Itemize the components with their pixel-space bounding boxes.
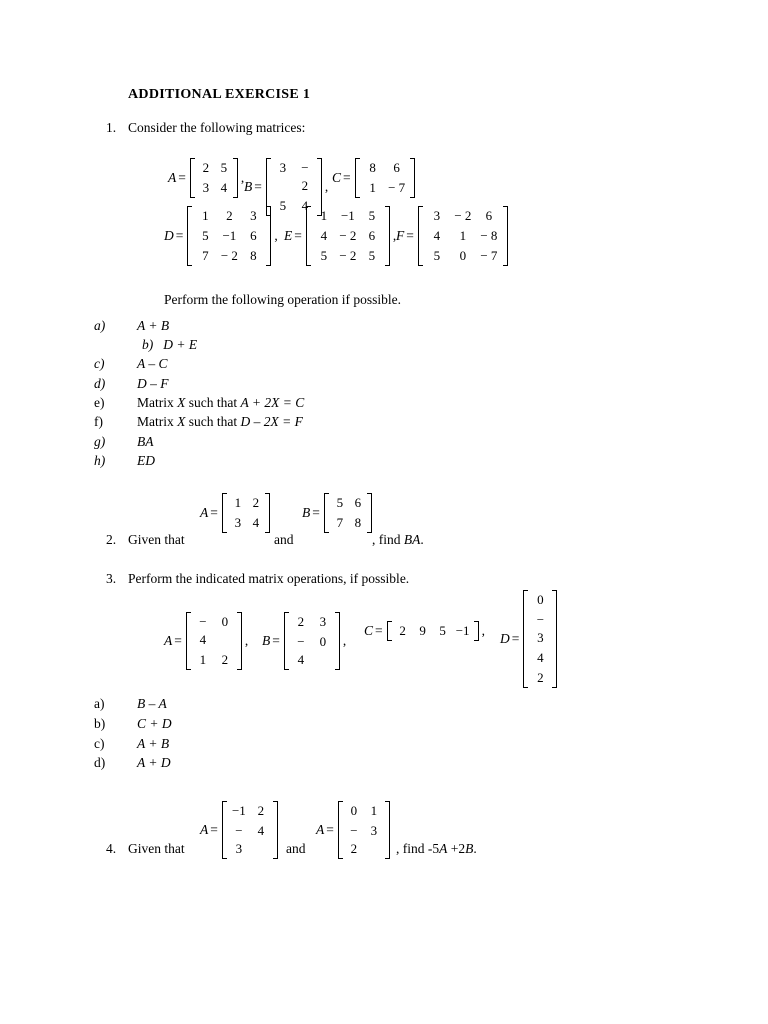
matrix-name: A: [168, 170, 177, 185]
separator: ,: [392, 228, 397, 243]
q1-item: [142, 337, 197, 353]
matrix-cell: 5: [279, 198, 287, 213]
matrix-cell: 0: [350, 803, 358, 818]
matrix-cell: 4: [220, 180, 228, 195]
matrix-cell: 8: [369, 160, 376, 175]
equals-sign: =: [312, 505, 320, 520]
matrix-body: [306, 206, 390, 266]
item-expression: A – C: [137, 356, 168, 371]
matrix-cell: − 2: [339, 228, 357, 243]
matrix-cell: 2: [252, 495, 260, 510]
matrix-name: D: [500, 631, 510, 646]
matrix-a: [316, 801, 390, 859]
matrix-name: B: [244, 179, 253, 194]
q1-instruction: Perform the following operation if possible.: [164, 292, 401, 307]
matrix-cell: 3: [319, 614, 327, 629]
item-label: c): [94, 736, 105, 751]
matrix-cell: 5: [368, 248, 376, 263]
item-expression: Matrix X such that D – 2X = F: [137, 414, 303, 429]
matrix-cell: −1: [231, 803, 246, 818]
equals-sign: =: [375, 623, 383, 638]
matrix-cell: − 3: [235, 823, 243, 856]
matrix-cell: − 2: [301, 160, 309, 193]
matrix-cell: 5: [439, 623, 446, 638]
matrix-b: [302, 493, 372, 533]
item-expression: D + E: [163, 337, 198, 352]
equals-sign: =: [175, 228, 184, 243]
q3-item: [94, 696, 167, 712]
matrix-c: [364, 621, 488, 641]
matrix-cell: 2: [257, 803, 265, 818]
matrix-cell: 6: [354, 495, 362, 510]
matrix-body: [222, 493, 270, 533]
matrix-cell: 3: [234, 515, 242, 530]
item-label: g): [94, 434, 106, 449]
matrix-cell: 1: [320, 208, 328, 223]
matrix-body: [187, 206, 271, 266]
matrix-cell: 4: [433, 228, 441, 243]
matrix-cell: 1: [234, 495, 242, 510]
equals-sign: =: [406, 228, 414, 243]
matrix-body: [186, 612, 242, 670]
q1-number: 1.: [106, 120, 117, 135]
item-label: d): [94, 376, 106, 391]
equals-sign: =: [326, 822, 334, 837]
q3-item: [94, 716, 172, 732]
matrix-cell: 0: [537, 592, 544, 607]
matrix-cell: −1: [455, 623, 470, 638]
q4-find: , find -5A +2B.: [396, 841, 477, 856]
q1-item: [94, 434, 154, 450]
matrix-cell: − 2: [220, 248, 238, 263]
item-label: c): [94, 356, 105, 371]
matrix-cell: 5: [320, 248, 328, 263]
matrix-d: [164, 206, 281, 266]
matrix-body: [355, 158, 415, 198]
separator: ,: [342, 633, 347, 648]
matrix-f: [396, 206, 508, 266]
matrix-cell: 1: [199, 652, 207, 667]
q3-text: Perform the indicated matrix operations, if possible.: [128, 571, 410, 586]
item-label: b): [94, 716, 106, 731]
q3-item: [94, 736, 169, 752]
equals-sign: =: [511, 631, 520, 646]
equals-sign: =: [210, 505, 218, 520]
q1-item: [94, 453, 155, 469]
q1-item: [94, 318, 169, 334]
matrix-body: [284, 612, 340, 670]
q1-item: [94, 356, 168, 372]
matrix-cell: 7: [336, 515, 344, 530]
equals-sign: =: [178, 170, 186, 185]
matrix-name: B: [302, 505, 311, 520]
matrix-cell: 0: [319, 634, 327, 649]
matrix-cell: 0: [459, 248, 467, 263]
item-label: e): [94, 395, 105, 410]
item-expression: ED: [137, 453, 155, 468]
matrix-cell: 9: [419, 623, 426, 638]
matrix-name: F: [396, 228, 405, 243]
matrix-name: A: [200, 505, 209, 520]
matrix-name: C: [332, 170, 342, 185]
matrix-cell: 3: [250, 208, 257, 223]
matrix-body: [222, 801, 278, 859]
separator: ,: [481, 623, 486, 638]
page-title: ADDITIONAL EXERCISE 1: [128, 87, 311, 102]
matrix-cell: 4: [320, 228, 328, 243]
item-label: f): [94, 414, 103, 429]
q4-number: 4.: [106, 841, 117, 856]
item-label: a): [94, 696, 105, 711]
item-expression: D – F: [137, 376, 169, 391]
item-label: d): [94, 755, 106, 770]
item-label: a): [94, 318, 106, 333]
matrix-name: B: [262, 633, 271, 648]
matrix-b: [262, 612, 349, 670]
matrix-body: [523, 590, 557, 688]
matrix-cell: − 2: [454, 208, 472, 223]
separator: ,: [240, 170, 245, 185]
matrix-a: [164, 612, 251, 670]
matrix-cell: 4: [252, 515, 260, 530]
matrix-cell: − 4: [199, 614, 207, 647]
matrix-a: [200, 493, 270, 533]
matrix-cell: − 2: [339, 248, 357, 263]
item-expression: A + B: [137, 736, 170, 751]
matrix-body: [418, 206, 508, 266]
matrix-cell: 4: [537, 650, 544, 665]
q2-given: Given that: [128, 532, 185, 547]
equals-sign: =: [174, 633, 182, 648]
matrix-cell: − 7: [480, 248, 498, 263]
matrix-cell: −1: [222, 228, 237, 243]
equals-sign: =: [294, 228, 302, 243]
matrix-cell: − 7: [388, 180, 406, 195]
matrix-cell: 2: [226, 208, 233, 223]
matrix-cell: 0: [221, 614, 229, 629]
q4-and: and: [286, 841, 306, 856]
equals-sign: =: [272, 633, 280, 648]
matrix-cell: 5: [336, 495, 344, 510]
matrix-cell: 6: [250, 228, 257, 243]
matrix-d: [500, 590, 557, 688]
item-expression: A + D: [137, 755, 171, 770]
matrix-cell: − 4: [297, 634, 305, 667]
matrix-cell: 2: [537, 670, 544, 685]
matrix-cell: 2: [297, 614, 305, 629]
item-label: h): [94, 453, 106, 468]
matrix-cell: 7: [202, 248, 209, 263]
matrix-name: A: [316, 822, 325, 837]
matrix-name: A: [200, 822, 209, 837]
matrix-a: [200, 801, 278, 859]
matrix-cell: 5: [202, 228, 209, 243]
matrix-cell: 6: [368, 228, 376, 243]
q1-text: Consider the following matrices:: [128, 120, 306, 135]
q4-given: Given that: [128, 841, 185, 856]
matrix-cell: 6: [485, 208, 493, 223]
matrix-cell: 4: [257, 823, 265, 838]
matrix-cell: 3: [202, 180, 210, 195]
q1-item: [94, 414, 303, 430]
matrix-name: D: [164, 228, 174, 243]
matrix-cell: − 3: [536, 612, 545, 645]
matrix-cell: 5: [220, 160, 228, 175]
item-expression: BA: [137, 434, 154, 449]
matrix-cell: 5: [368, 208, 376, 223]
q2-and: and: [274, 532, 294, 547]
matrix-name: A: [164, 633, 173, 648]
matrix-cell: 2: [202, 160, 210, 175]
matrix-cell: 1: [369, 180, 376, 195]
q3-item: [94, 755, 171, 771]
matrix-cell: −1: [340, 208, 355, 223]
matrix-cell: 5: [433, 248, 441, 263]
equals-sign: =: [210, 822, 218, 837]
item-expression: Matrix X such that A + 2X = C: [137, 395, 305, 410]
q1-item: [94, 395, 304, 411]
matrix-cell: 1: [459, 228, 467, 243]
matrix-a: [168, 158, 247, 198]
item-label: b): [142, 337, 154, 352]
separator: ,: [244, 633, 249, 648]
matrix-cell: 3: [370, 823, 378, 838]
matrix-cell: − 8: [480, 228, 498, 243]
item-expression: C + D: [137, 716, 172, 731]
matrix-cell: 4: [301, 198, 309, 213]
matrix-cell: 1: [370, 803, 378, 818]
q3-number: 3.: [106, 571, 117, 586]
separator: ,: [274, 228, 278, 243]
matrix-e: [284, 206, 399, 266]
matrix-body: [190, 158, 238, 198]
matrix-cell: 2: [221, 652, 229, 667]
matrix-cell: − 2: [350, 823, 358, 856]
equals-sign: =: [254, 179, 262, 194]
q1-item: [94, 376, 169, 392]
matrix-c: [332, 158, 415, 198]
item-expression: A + B: [137, 318, 170, 333]
matrix-body: [338, 801, 390, 859]
item-expression: B – A: [137, 696, 167, 711]
matrix-cell: 6: [393, 160, 400, 175]
matrix-body: [324, 493, 372, 533]
matrix-name: E: [284, 228, 293, 243]
equals-sign: =: [343, 170, 351, 185]
matrix-name: C: [364, 623, 374, 638]
matrix-cell: 2: [399, 623, 406, 638]
matrix-cell: 3: [279, 160, 287, 175]
matrix-cell: 1: [202, 208, 209, 223]
q2-find: , find BA.: [372, 532, 424, 547]
matrix-cell: 8: [250, 248, 257, 263]
q2-number: 2.: [106, 532, 117, 547]
matrix-cell: 3: [433, 208, 441, 223]
matrix-cell: 8: [354, 515, 362, 530]
separator: ,: [324, 179, 329, 194]
matrix-body: [387, 621, 479, 641]
